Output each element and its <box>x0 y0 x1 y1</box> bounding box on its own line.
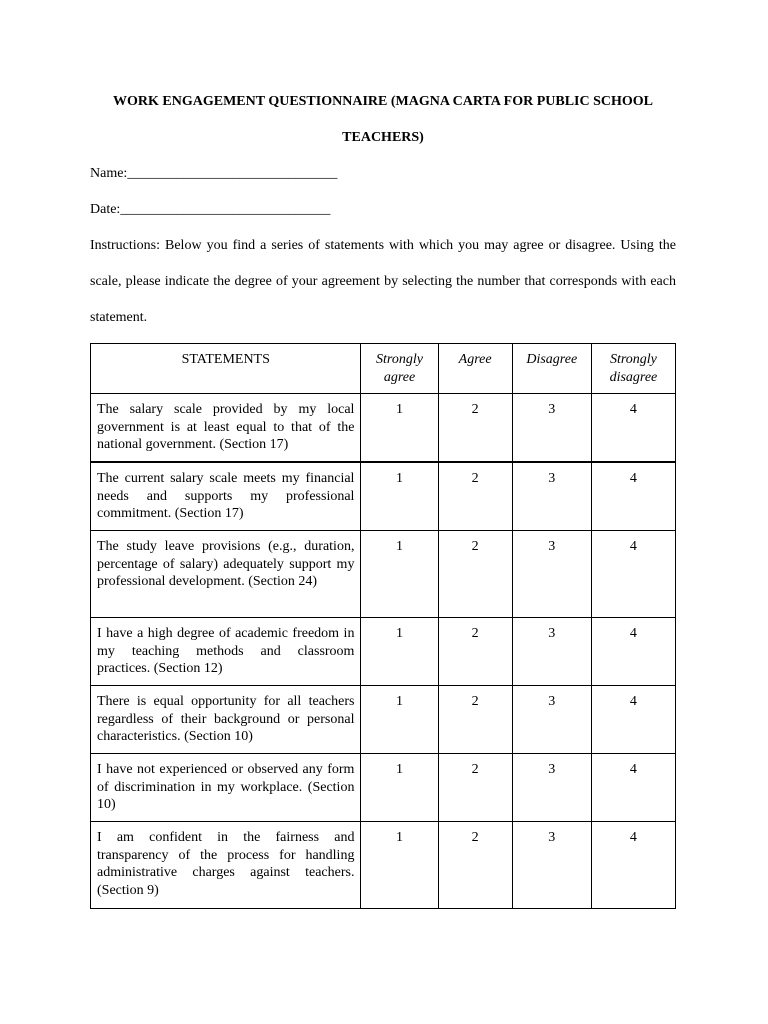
rating-disagree[interactable]: 3 <box>512 754 591 822</box>
rating-agree[interactable]: 2 <box>438 754 512 822</box>
statement-cell: I have not experienced or observed any form of discrimination in my workplace. (Section 10) <box>91 754 361 822</box>
name-field[interactable]: Name:______________________________ <box>90 166 338 181</box>
rating-agree[interactable]: 2 <box>438 822 512 909</box>
rating-disagree[interactable]: 3 <box>512 531 591 618</box>
header-statements: STATEMENTS <box>91 344 361 394</box>
table-row <box>91 462 676 531</box>
questionnaire-page <box>90 0 676 898</box>
rating-strongly-disagree[interactable]: 4 <box>591 531 675 618</box>
rating-strongly-agree[interactable]: 1 <box>361 686 438 754</box>
rating-agree[interactable]: 2 <box>438 394 512 463</box>
rating-agree[interactable]: 2 <box>438 618 512 686</box>
instructions-text: Instructions: Below you find a series of statements with which you may agree or disagree. Using the scale, please indicate the degree of your agreement by selecting the number that corresponds with each statement. <box>90 238 676 325</box>
rating-strongly-agree[interactable]: 1 <box>361 754 438 822</box>
rating-strongly-disagree[interactable]: 4 <box>591 754 675 822</box>
table-row <box>91 754 676 822</box>
rating-strongly-agree[interactable]: 1 <box>361 462 438 531</box>
rating-disagree[interactable]: 3 <box>512 462 591 531</box>
table-header-row <box>91 344 676 394</box>
statement-cell: The study leave provisions (e.g., duration, percentage of salary) adequately support my professional development. (Section 24) <box>91 531 361 618</box>
rating-disagree[interactable]: 3 <box>512 618 591 686</box>
rating-strongly-disagree[interactable]: 4 <box>591 822 675 909</box>
questionnaire-table <box>90 343 676 909</box>
header-strongly-disagree: Strongly disagree <box>591 344 675 394</box>
rating-disagree[interactable]: 3 <box>512 822 591 909</box>
table-row <box>91 618 676 686</box>
table-row <box>91 686 676 754</box>
table-row <box>91 531 676 618</box>
rating-strongly-disagree[interactable]: 4 <box>591 618 675 686</box>
date-field[interactable]: Date:______________________________ <box>90 202 331 217</box>
table-row <box>91 822 676 909</box>
title-line-1: WORK ENGAGEMENT QUESTIONNAIRE (MAGNA CARTA FOR PUBLIC SCHOOL <box>113 94 653 109</box>
statement-cell: I have a high degree of academic freedom in my teaching methods and classroom practices. (Section 12) <box>91 618 361 686</box>
rating-agree[interactable]: 2 <box>438 686 512 754</box>
statement-cell: The current salary scale meets my financial needs and supports my professional commitment. (Section 17) <box>91 462 361 531</box>
rating-disagree[interactable]: 3 <box>512 394 591 463</box>
rating-strongly-disagree[interactable]: 4 <box>591 394 675 463</box>
rating-strongly-agree[interactable]: 1 <box>361 394 438 463</box>
statement-cell: I am confident in the fairness and transparency of the process for handling administrative charges against teachers. (Section 9) <box>91 822 361 909</box>
header-agree: Agree <box>438 344 512 394</box>
title-line-2: TEACHERS) <box>342 130 424 145</box>
header-strongly-agree: Strongly agree <box>361 344 438 394</box>
rating-strongly-agree[interactable]: 1 <box>361 531 438 618</box>
document-title <box>90 84 676 156</box>
rating-agree[interactable]: 2 <box>438 531 512 618</box>
rating-agree[interactable]: 2 <box>438 462 512 531</box>
table-row <box>91 394 676 463</box>
statement-cell: There is equal opportunity for all teachers regardless of their background or personal characteristics. (Section 10) <box>91 686 361 754</box>
rating-strongly-disagree[interactable]: 4 <box>591 686 675 754</box>
statement-cell: The salary scale provided by my local government is at least equal to that of the national government. (Section 17) <box>91 394 361 463</box>
rating-strongly-agree[interactable]: 1 <box>361 618 438 686</box>
header-disagree: Disagree <box>512 344 591 394</box>
rating-strongly-agree[interactable]: 1 <box>361 822 438 909</box>
rating-strongly-disagree[interactable]: 4 <box>591 462 675 531</box>
rating-disagree[interactable]: 3 <box>512 686 591 754</box>
